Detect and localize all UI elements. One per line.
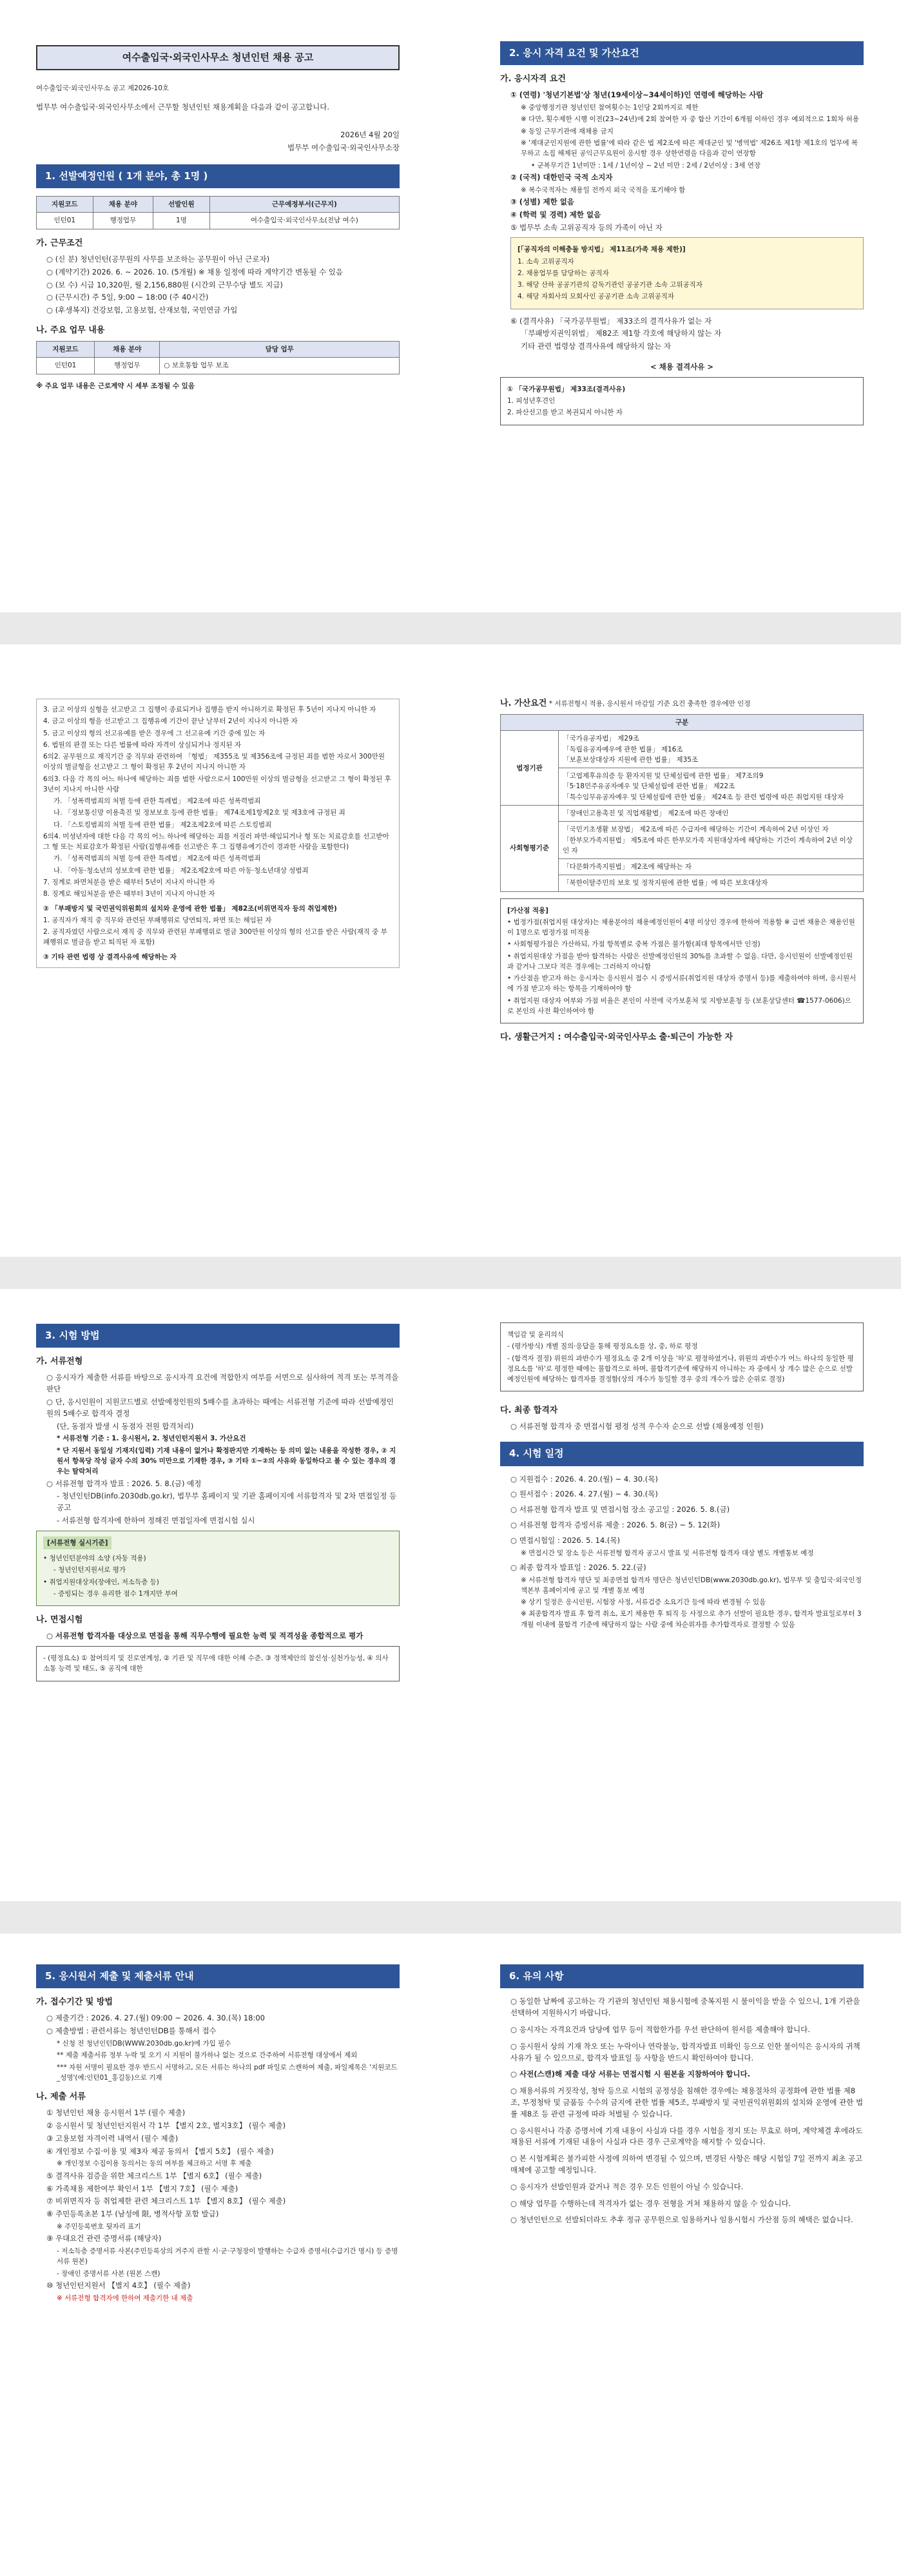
p3-left-column <box>12 1289 424 1688</box>
schedule-line: ○ 원서접수 : 2026. 4. 27.(월) ~ 4. 30.(목) <box>510 1489 658 1499</box>
screening-line: ○ 단, 응시인원이 지원코드별로 선발예정인원의 5배수를 초과하는 때에는 서류전형 기준에 따라 선발예정인원의 5배수로 합격자 결정 <box>46 1397 394 1418</box>
screening-result-line: - 서류전형 합격자에 한하여 정해진 면접일자에 면접시험 실시 <box>57 1515 255 1525</box>
positions-header-cell: 선발인원 <box>153 197 210 213</box>
bonus-cell: 「다문화가족지원법」 제2조에 해당하는 자 <box>559 859 864 875</box>
screening-result-line: - 청년인턴DB(info.2030db.go.kr), 법무부 홈페이지 및 기관 홈페이지에 서류합격자 및 2차 면접일정 등 공고 <box>57 1491 397 1513</box>
schedule-line: ○ 면접시험일 : 2026. 5. 14.(목) <box>510 1535 620 1545</box>
anti-corruption-line: 1. 공직자가 재직 중 직무와 관련된 부패행위로 당연퇴직, 파면 또는 해임된 자 <box>43 916 272 924</box>
duties-header-cell: 채용 분야 <box>95 342 160 358</box>
required-documents-heading: 나. 제출 서류 <box>36 2092 86 2102</box>
family-box-line: 4. 해당 자회사의 모회사인 공공기관 소속 고위공직자 <box>518 293 675 301</box>
disq-list-item: 나. 「정보통신망 이용촉진 및 정보보호 등에 관한 법률」 제74조제1항제2호 및 제3호에 규정된 죄 <box>53 809 345 817</box>
disqualification-box <box>500 377 864 425</box>
bonus-group-cell: 법정기관 <box>501 731 559 806</box>
work-condition-line: ○ (신 분) 청년인턴(공무원의 사무를 보조하는 공무원이 아닌 근로자) <box>46 254 270 264</box>
disqualification-caption: < 채용 결격사유 > <box>650 362 713 372</box>
disq-box-line: 1. 피성년후견인 <box>507 397 556 405</box>
bonus-cell: 「국가유공자법」 제29조 「독립유공자예우에 관한 법률」 제16조 「보훈보상대상자 지원에 관한 법률」 제35조 <box>559 731 864 768</box>
eligibility-line: ② (국적) 대한민국 국적 소지자 <box>510 172 613 182</box>
page-2 <box>0 644 901 1257</box>
caution-item: ○ 채용서류의 거짓작성, 청탁 등으로 시험의 공정성을 침해한 경우에는 채용절차의 공정화에 관한 법률 제8조, 부정청탁 및 금품등 수수의 금지에 관한 법률 제5조, 부패방지 및 국민권익위원회의 설치와 운영에 관한 법률 제8조 등 관련 규정에 따라 처벌될 수 있습니다. <box>510 2086 864 2118</box>
bonus-description: * 서류전형시 적용, 응시원서 마감일 기준 요건 충족한 경우에만 인정 <box>548 700 751 708</box>
disq-list-item: 가. 「성폭력범죄의 처벌 등에 관한 특례법」 제2조에 따른 성폭력범죄 <box>53 855 261 863</box>
work-condition-line: ○ (계약기간) 2026. 6. ~ 2026. 10. (5개월) ※ 채용 일정에 따라 계약기간 변동될 수 있음 <box>46 267 344 276</box>
anti-corruption-heading: ② 「부패방지 및 국민권익위원회의 설치와 운영에 관한 법률」 제82조(비위면직자 등의 취업제한) <box>43 904 337 913</box>
disq-list-item: 나. 「아동·청소년의 성보호에 관한 법률」 제2조제2호에 따른 아동·청소년대상 성범죄 <box>53 866 309 875</box>
positions-header-cell: 근무예정부서(근무지) <box>209 197 399 213</box>
final-pass-line: ○ 서류전형 합격자 중 면접시험 평정 성적 우수자 순으로 선발 (채용예정 인원) <box>510 1422 764 1431</box>
notice-intro: 법무부 여수출입국·외국인사무소에서 근무할 청년인턴 채용계획을 다음과 같이 공고합니다. <box>36 102 330 111</box>
section-1-heading: 1. 선발예정인원 ( 1개 분야, 총 1명 ) <box>36 164 400 188</box>
document-item: ⑦ 비위면직자 등 취업제한 관련 체크리스트 1부 【별지 8호】 (필수 제출) <box>46 2196 286 2206</box>
bonus-header-cell: 구분 <box>501 715 864 731</box>
schedule-note: ※ 서류전형 합격자 명단 및 최종면접 합격자 명단은 청년인턴DB(www.2030db.go.kr), 법무부 및 출입국·외국인정책본부 홈페이지에 공고 및 개별 통보 예정 <box>521 1576 862 1594</box>
screening-criteria-title: [서류전형 실시기준] <box>43 1536 111 1549</box>
disqualification-line: ⑥ (결격사유) 「국가공무원법」 제33조의 결격사유가 없는 자 <box>510 316 712 325</box>
caution-item: ○ 응시원서나 각종 증명서에 기재 내용이 사실과 다를 경우 시험을 정지 또는 무효로 하며, 계약체결 후에라도 채용된 서류에 기재된 내용이 사실과 다른 경우 근로계약을 해지할 수 있습니다. <box>510 2126 863 2147</box>
positions-cell: 1명 <box>153 213 210 229</box>
application-line: ○ 제출기간 : 2026. 4. 27.(월) 09:00 ~ 2026. 4. 30.(목) 18:00 <box>46 2013 266 2023</box>
p4-left-column <box>12 1933 424 2305</box>
disqualification-line: 기타 관련 법령상 결격사유에 해당하지 않는 자 <box>521 342 672 351</box>
document-item: ① 청년인턴 채용 응시원서 1부 (필수 제출) <box>46 2108 186 2118</box>
eligibility-note: ※ 동일 근무기관에 재채용 금지 <box>521 127 614 135</box>
screening-line: (단, 동점자 발생 시 동점자 전원 합격처리) <box>57 1421 194 1431</box>
work-condition-line: ○ (보 수) 시급 10,320원, 월 2,156,880원 (시간외 근무수당 별도 지급) <box>46 280 283 289</box>
disq-list-item: 6. 법원의 판결 또는 다른 법률에 따라 자격이 상실되거나 정지된 자 <box>43 741 242 749</box>
notice-issuer: 법무부 여수출입국·외국인사무소장 <box>287 143 400 153</box>
caution-item: ○ 해당 업무를 수행하는데 적격자가 없는 경우 전형을 거쳐 채용하지 않을 수 있습니다. <box>510 2198 791 2208</box>
bonus-note: • 취업지원대상 가점을 받아 합격하는 사람은 선발예정인원의 30%를 초과할 수 없음. 다만, 응시인원이 선발예정인원과 같거나 그보다 적은 경우에는 그러하지 아니함 <box>507 952 853 971</box>
document-note: - 장애인 증명서류 사본 (원본 스캔) <box>57 2269 160 2278</box>
section-2-heading: 2. 응시 자격 요건 및 가산요건 <box>500 41 864 65</box>
eligibility-note: ※ 중앙행정기관 청년인턴 참여횟수는 1인당 2회까지로 제한 <box>521 104 699 112</box>
bonus-heading: 나. 가산요건 <box>500 699 547 708</box>
duties-header-cell: 지원코드 <box>37 342 95 358</box>
document-item: ⑧ 주민등록초본 1부 (남성에 限, 병적사항 포함 발급) <box>46 2209 219 2219</box>
interview-criteria-line: 책임감 및 윤리의식 <box>507 1331 564 1339</box>
disq-list-item: 6의3. 다음 각 목의 어느 하나에 해당하는 죄를 범한 사람으로서 100만원 이상의 벌금형을 선고받고 그 형이 확정된 후 3년이 지나지 아니한 사람 <box>43 775 391 793</box>
disq-list-item: 4. 금고 이상의 형을 선고받고 그 집행유예 기간이 끝난 날부터 2년이 지나지 아니한 자 <box>43 717 298 726</box>
caution-item: ○ 응시자가 선발인원과 같거나 적은 경우 모든 인원이 아닐 수 있습니다. <box>510 2182 744 2191</box>
duties-cell: ○ 보호통합 업무 보조 <box>160 358 400 374</box>
document-item: ⑨ 우대요건 관련 증명서류 (해당자) <box>46 2234 162 2243</box>
p2-right-column <box>476 644 888 1048</box>
disqualification-list <box>36 699 400 968</box>
positions-cell: 인턴01 <box>37 213 93 229</box>
section-4-heading: 4. 시험 일정 <box>500 1442 864 1466</box>
p1-left-column <box>12 0 424 392</box>
disq-list-item: 다. 「스토킹범죄의 처벌 등에 관한 법률」 제2조제2호에 따른 스토킹범죄 <box>53 820 272 829</box>
application-note: *** 자원 서명이 필요한 경우 반드시 서명하고, 모든 서류는 하나의 pdf 파일로 스캔하여 제출, 파일제목은 '지원코드_성명'(예:인턴01_홍길동)으로 기재 <box>57 2063 398 2082</box>
eligibility-note: ※ 복수국적자는 채용일 전까지 외국 국적을 포기해야 함 <box>521 186 686 194</box>
family-hiring-box <box>510 237 864 309</box>
family-box-line: 3. 해당 산하 공공기관의 감독기관인 공공기관 소속 고위공직자 <box>518 281 702 289</box>
notice-title: 여수출입국·외국인사무소 청년인턴 채용 공고 <box>36 45 400 70</box>
duties-heading: 나. 주요 업무 내용 <box>36 325 105 335</box>
residence-line: 다. 생활근거지 : 여수출입국·외국인사무소 출·퇴근이 가능한 자 <box>500 1032 733 1043</box>
document-note: - 저소득층 증명서류 사본(주민등록상의 거주지 관할 시·군·구청장이 발행하는 수급자 증명서(수급기간 명시) 등 증명서류 원본) <box>57 2247 398 2266</box>
interview-line: ○ 서류전형 합격자를 대상으로 면접을 통해 직무수행에 필요한 능력 및 적격성을 종합적으로 평가 <box>46 1631 363 1641</box>
document-item: ② 응시원서 및 청년인턴지원서 각 1부 【별지 2호, 별지3호】 (필수 제출) <box>46 2121 286 2131</box>
eligibility-line: ④ (학력 및 경력) 제한 없음 <box>510 209 601 219</box>
bonus-note: • 법정가점(취업지원 대상자)는 채용분야의 채용예정인원이 4명 이상인 경우에 한하여 적용함 ※ 급번 채용은 채용인원이 1명으로 법정가점 미적용 <box>507 918 855 937</box>
eligibility-line: ⑤ 법무부 소속 고위공직자 등의 가족이 아닌 자 <box>510 222 663 232</box>
duties-cell: 인턴01 <box>37 358 95 374</box>
positions-table <box>36 196 400 229</box>
criteria-line: • 취업지원대상자(장애인, 저소득층 등) <box>43 1578 159 1586</box>
bonus-note: • 사회형평가점은 가산하되, 가점 항목별로 중복 가점은 불가함(최대 항목에서만 인정) <box>507 940 761 949</box>
disq-list-item: 8. 징계로 해임처분을 받은 때부터 3년이 지나지 아니한 자 <box>43 890 215 898</box>
disqualification-line: 「부패방지권익위법」 제82조 제1항 각호에 해당하지 않는 자 <box>521 329 722 338</box>
eligibility-note: • 군복무기간 1년미만 : 1세 / 1년이상 ~ 2년 미만 : 2세 / 2년이상 : 3세 연장 <box>531 161 761 169</box>
document-item: ⑥ 가족채용 제한여부 확인서 1부 【별지 7호】 (필수 제출) <box>46 2184 238 2193</box>
caution-item: ○ 응시원서 상의 기재 착오 또는 누락이나 연락불능, 합격자발표 미확인 등으로 인한 불이익은 응시자의 귀책사유가 될 수 있으므로, 합격자 발표일 등 사항을 반드시 확인하여야 합니다. <box>510 2041 860 2062</box>
interview-heading: 나. 면접시험 <box>36 1615 83 1625</box>
document-note: ※ 개인정보 수집이용 동의서는 동의 여부를 체크하고 서명 후 제출 <box>57 2160 252 2168</box>
duties-cell: 행정업무 <box>95 358 160 374</box>
positions-cell: 여수출입국·외국인사무소(전남 여수) <box>209 213 399 229</box>
section-5-heading: 5. 응시원서 제출 및 제출서류 안내 <box>36 1964 400 1988</box>
screening-line: ○ 응시자가 제출한 서류를 바탕으로 응시자격 요건에 적합한지 여부를 서면으로 심사하여 적격 또는 부적격을 판단 <box>46 1373 399 1394</box>
caution-item: ○ 청년인턴으로 선발되더라도 추후 정규 공무원으로 임용하거나 임용시험시 가산점 등의 혜택은 없습니다. <box>510 2215 853 2225</box>
interview-criteria-line: - (평가방식) 개별 질의·응답을 통해 평정요소를 상, 중, 하로 평정 <box>507 1342 698 1351</box>
interview-criteria-line: - (합격자 결정) 위원의 과반수가 평정요소 중 2개 이상을 '하'로 평정하였거나, 위원의 과반수가 어느 하나의 동일한 평정요소를 '하'로 평정한 때에는 불합격으로 하며, 불합격기준에 해당하지 아니하는 자 중에서 상 개수 많은 순으로 선발예정인원에 해당하는 합격자를 결정함(상의 개수가 동일할 경우 중의 개수가 많은 순위로 결정) <box>507 1354 854 1384</box>
disq-list-item: 7. 징계로 파면처분을 받은 때부터 5년이 지나지 아니한 자 <box>43 878 215 886</box>
eligibility-heading: 가. 응시자격 요건 <box>500 74 566 84</box>
section-6-heading: 6. 유의 사항 <box>500 1964 864 1988</box>
p3-right-column <box>476 1289 888 1631</box>
schedule-line: ○ 지원접수 : 2026. 4. 20.(월) ~ 4. 30.(목) <box>510 1474 658 1484</box>
bonus-note-title: [가산점 적용] <box>507 906 548 915</box>
bonus-note-box <box>500 898 864 1024</box>
eligibility-note: ※ '제대군인지원에 관한 법률'에 따라 같은 법 제2조에 따른 제대군인 및 '병역법' 제26조 제1항 제1호의 업무에 복무하고 소집 해제된 공익근무요원이 응시할 경우 상한연령을 다음과 같이 연장함 <box>521 139 858 158</box>
positions-cell: 행정업무 <box>93 213 153 229</box>
disq-list-item: 3. 금고 이상의 실형을 선고받고 그 집행이 종료되거나 집행을 받지 아니하기로 확정된 후 5년이 지나지 아니한 자 <box>43 706 376 713</box>
bonus-cell: 「장애인고용촉진 및 직업재활법」 제2조에 따른 장애인 <box>559 806 864 822</box>
work-condition-line: ○ (후생복지) 건강보험, 고용보험, 산재보험, 국민연금 가입 <box>46 305 238 315</box>
bonus-note: • 가산점을 받고자 하는 응시자는 응시원서 접수 시 증빙서류(취업지원 대상자 증명서 등)를 제출하여야 하며, 응시원서에 가점 받고자 하는 항목을 기재하여야 함 <box>507 974 857 993</box>
eligibility-line: ① (연령) '청년기본법'상 청년(19세이상~34세이하)인 연령에 해당하는 사람 <box>510 90 764 100</box>
document-item: ④ 개인정보 수집·이용 및 제3자 제공 동의서 【별지 5호】 (필수 제출) <box>46 2146 274 2156</box>
eligibility-line: ③ (성별) 제한 없음 <box>510 197 574 206</box>
work-conditions-heading: 가. 근무조건 <box>36 238 83 248</box>
section-3-heading: 3. 시험 방법 <box>36 1324 400 1348</box>
bonus-table <box>500 714 864 891</box>
notice-date: 2026년 4월 20일 <box>340 130 400 140</box>
document-item: ③ 고용보험 자격이력 내역서 (필수 제출) <box>46 2133 179 2143</box>
disq-list-item: 가. 「성폭력범죄의 처벌 등에 관한 특례법」 제2조에 따른 성폭력범죄 <box>53 797 261 806</box>
page-3 <box>0 1289 901 1901</box>
caution-item: ○ 응시자는 자격요건과 담당에 업무 등이 적합한가를 우선 판단하여 원서를 제출해야 합니다. <box>510 2024 810 2034</box>
notice-number: 여수출입국·외국인사무소 공고 제2026-10호 <box>36 84 170 93</box>
schedule-note: ※ 면접시간 및 장소 등은 서류전형 합격자 공고시 발표 및 서류전형 합격자 대상 별도 개별통보 예정 <box>521 1549 814 1557</box>
caution-item: ○ 동일한 날짜에 공고하는 각 기관의 청년인턴 채용시험에 중복지원 시 불이익을 받을 수 있으니, 1개 기관을 선택하여 지원하시기 바랍니다. <box>510 1997 860 2018</box>
criteria-line: - 청년인턴지원서로 평가 <box>53 1566 126 1574</box>
bonus-cell: 「국민기초생활 보장법」 제2조에 따른 수급자에 해당하는 기간이 계속하여 2년 이상인 자 「한부모가족지원법」 제5조에 따른 한부모가족 지원대상자에 해당하는 기간이 계속하여 2년 이상인 자 <box>559 822 864 859</box>
document-screening-heading: 가. 서류전형 <box>36 1357 83 1367</box>
criteria-line: • 청년인턴분야의 소양 (자동 적용) <box>43 1554 146 1563</box>
disq-list-item: 6의2. 공무원으로 재직기간 중 직무와 관련하여 「형법」 제355조 및 제356조에 규정된 죄를 범한 자로서 300만원 이상의 벌금형을 선고받고 그 형이 확정된 후 2년이 지나지 아니한 자 <box>43 753 385 771</box>
duties-header-cell: 담당 업무 <box>160 342 400 358</box>
bonus-group-cell: 사회형평기준 <box>501 806 559 892</box>
page-4 <box>0 1933 901 2576</box>
schedule-note: ※ 상기 일정은 응시인원, 시험장 사정, 서류검증 소요기간 등에 따라 변경될 수 있음 <box>521 1598 766 1607</box>
schedule-line: ○ 최종 합격자 발표일 : 2026. 5. 22.(금) <box>510 1562 646 1572</box>
application-note: * 신청 전 청년인턴DB(WWW.2030db.go.kr)에 가입 필수 <box>57 2040 231 2048</box>
work-condition-line: ○ (근무시간) 주 5일, 9:00 ~ 18:00 (주 40시간) <box>46 293 209 302</box>
application-line: ○ 제출방법 : 관련서류는 청년인턴DB를 통해서 접수 <box>46 2026 217 2036</box>
application-period-heading: 가. 접수기간 및 방법 <box>36 1997 113 2008</box>
final-pass-heading: 다. 최종 합격자 <box>500 1406 558 1416</box>
disq-list-item: 5. 금고 이상의 형의 선고유예를 받은 경우에 그 선고유예 기간 중에 있는 자 <box>43 729 266 737</box>
document-note: ※ 주민등록번호 뒷자리 표기 <box>57 2222 141 2231</box>
positions-header-cell: 지원코드 <box>37 197 93 213</box>
document-note: ※ 서류전형 합격자에 한하여 제출기한 내 제출 <box>57 2294 193 2302</box>
interview-criteria-line: - (평정요소) ① 참여의지 및 진로연계성, ② 기관 및 직무에 대한 이해 수준, ③ 정책제안의 참신성·실천가능성, ④ 의사소통 능력 및 태도, ⑤ 공직에 대한 <box>43 1654 389 1673</box>
page-1 <box>0 0 901 612</box>
document-item: ⑩ 청년인턴지원서 【별지 4호】 (필수 제출) <box>46 2280 191 2290</box>
p4-right-column <box>476 1933 888 2227</box>
screening-note: * 단 지원서 동일성 기재지(입력) 기재 내용이 없거나 확정판지만 기재하는 등 의미 없는 내용을 작성한 경우, ② 지원서 항목당 작성 글자 수의 30% 미만으로 기재한 경우, ③ 기타 ①~②의 사유와 동일하다고 볼 수 있는 경우의 경우는 탈락처리 <box>57 1446 396 1476</box>
other-disq-line: ③ 기타 관련 법령 상 결격사유에 해당하는 자 <box>43 953 177 961</box>
schedule-note: ※ 최종합격자 발표 후 합격 취소, 포기 채용한 후 퇴직 등 사정으로 추가 선발이 필요한 경우, 합격자 발표일로부터 3개월 이내에 불합격 기준에 해당하지 않는 사람 중에 차순위자를 추가합격자로 결정할 수 있음 <box>521 1610 862 1629</box>
bonus-note: • 취업지원 대상자 여부와 가점 비율은 본인이 사전에 국가보훈처 및 지방보훈청 등 (보훈상담센터 ☎1577-0606)으로 본인의 사전 확인하여야 함 <box>507 996 851 1015</box>
family-box-line: 1. 소속 고위공직자 <box>518 257 574 266</box>
disq-box-title: ① 「국가공무원법」 제33조(결격사유) <box>507 385 626 393</box>
document-item: ⑤ 결격사유 검증을 위한 체크리스트 1부 【별지 6호】 (필수 제출) <box>46 2171 262 2180</box>
caution-item: ○ 사전(스캔)해 제출 대상 서류는 면접시험 시 원본을 지참하여야 합니다. <box>510 2069 750 2079</box>
bonus-cell: 「북한이탈주민의 보호 및 정착지원에 관한 법률」에 따른 보호대상자 <box>559 875 864 891</box>
screening-note: * 서류전형 기준 : 1. 응시원서, 2. 청년인턴지원서 3. 가산요건 <box>57 1435 246 1443</box>
bonus-cell: 「고엽제후유의증 등 환자지원 및 단체설립에 관한 법률」 제7조의9 「5·18민주유공자예우 및 단체설립에 관한 법률」 제22조 「특수임무유공자예우 및 단체설립에 관한 법률」 제24조 등 관련 법령에 따른 취업지원 대상자 <box>559 768 864 806</box>
positions-header-cell: 채용 분야 <box>93 197 153 213</box>
p1-right-column <box>476 0 888 432</box>
screening-result-line: ○ 서류전형 합격자 발표 : 2026. 5. 8.(금) 예정 <box>46 1478 202 1488</box>
disq-list-item: 6의4. 미성년자에 대한 다음 각 목의 어느 하나에 해당하는 죄를 저질러 파면·해임되거나 형 또는 치료감호를 선고받아 그 형 또는 치료감호가 확정된 사람(집행유예를 선고받은 후 그 집행유예기간이 경과한 사람을 포함한다) <box>43 832 389 851</box>
criteria-line: - 증빙되는 경우 유리한 점수 1개지만 부여 <box>53 1589 178 1598</box>
p2-left-column <box>12 644 424 968</box>
schedule-line: ○ 서류전형 합격자 증빙서류 제출 : 2026. 5. 8(금) ~ 5. 12(화) <box>510 1520 721 1529</box>
disq-box-line: 2. 파산선고를 받고 복권되지 아니한 자 <box>507 409 623 417</box>
application-note: ** 제출 제출서류 정부 누락 및 오기 시 지원이 불가하나 없는 것으로 간주하여 서류전형 대상에서 제외 <box>57 2051 358 2060</box>
anti-corruption-line: 2. 공직자였던 사람으로서 재직 중 직무와 관련된 부패행위로 벌금 300만원 이상의 형의 선고를 받은 사람(재직 중 부패행위로 벌금을 받고 퇴직된 자 포함) <box>43 928 387 947</box>
family-box-line: 2. 채용업무를 담당하는 공직자 <box>518 269 609 277</box>
eligibility-note: ※ 다만, 횟수제한 시행 이전(23~24년)에 2회 참여한 자 중 합산 기간이 6개월 이하인 경우 예외적으로 1회차 허용 <box>521 115 859 124</box>
interview-criteria-box-continued <box>500 1322 864 1391</box>
schedule-line: ○ 서류전형 합격자 발표 및 면접시험 장소 공고일 : 2026. 5. 8.(금) <box>510 1505 730 1515</box>
duties-note: ※ 주요 업무 내용은 근로계약 시 세부 조정될 수 있음 <box>36 382 195 390</box>
family-box-title: [「공직자의 이해충돌 방지법」 제11조(가족 채용 제한)] <box>518 246 686 254</box>
screening-criteria-box <box>36 1531 400 1606</box>
duties-table <box>36 341 400 374</box>
interview-criteria-box <box>36 1646 400 1681</box>
caution-item: ○ 본 시험계획은 불가피한 사정에 의하여 변경될 수 있으며, 변경된 사항은 해당 시험일 7일 전까지 최초 공고매체에 공고할 예정입니다. <box>510 2154 863 2174</box>
